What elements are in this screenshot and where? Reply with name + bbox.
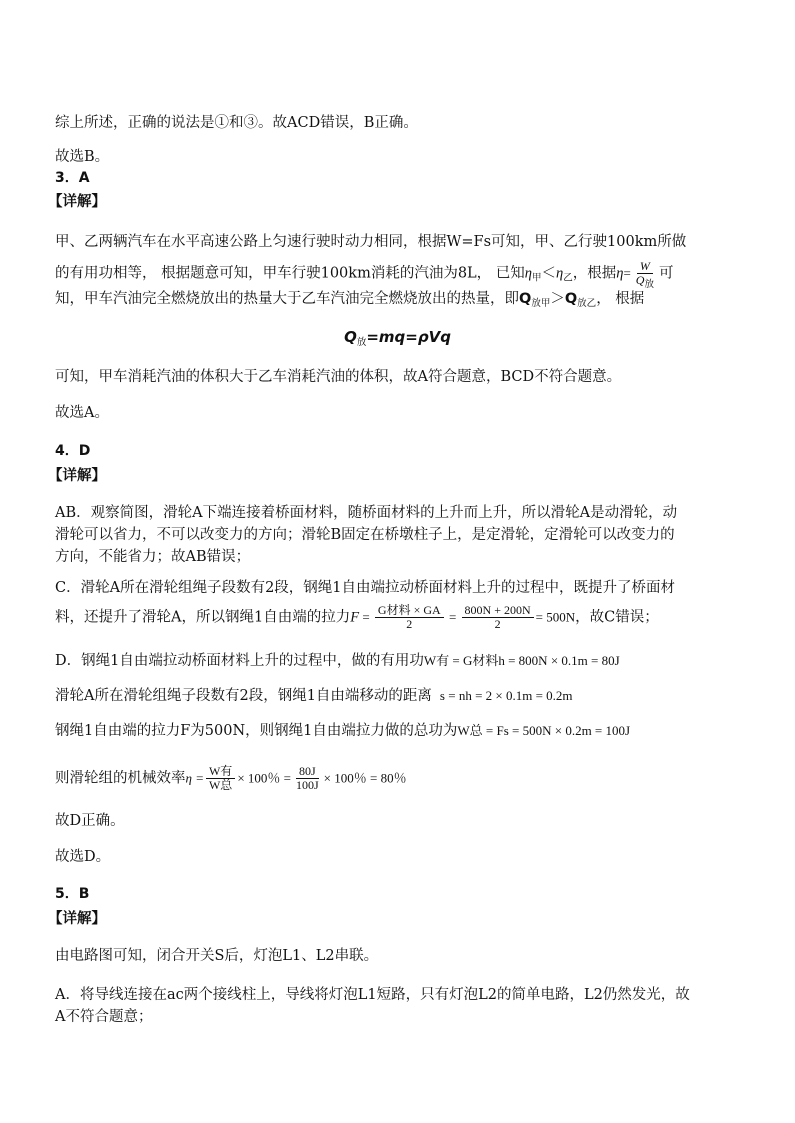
efficiency-fraction-2-den: 100J: [295, 778, 319, 792]
efficiency-eta: η =: [185, 770, 204, 786]
question-4-detail-label: 【详解】: [48, 467, 106, 484]
heat-formula: [0, 328, 795, 346]
distance-formula: s = nh = 2 × 0.1m = 0.2m: [439, 688, 573, 703]
sub-jia: 甲: [532, 272, 542, 284]
q4-d4-text: 则滑轮组的机械效率: [55, 770, 186, 787]
question-4-number: 4．D: [55, 443, 91, 459]
summary-text: 综上所述，正确的说法是①和③。故ACD错误，B正确。: [55, 115, 418, 131]
q4-d-correct: 故D正确。: [55, 813, 125, 829]
question-5-detail-label: 【详解】: [48, 910, 106, 927]
q3-p2-text: 的有用功相等， 根据题意可知，甲车行驶100km消耗的汽油为8L， 已知: [55, 265, 525, 282]
q4-ab-line-1: AB．观察简图，滑轮A下端连接着桥面材料，随桥面材料的上升而上升，所以滑轮A是动滑轮，动: [55, 505, 678, 521]
lt-sign: ＜: [541, 265, 557, 282]
force-result: = 500N: [535, 609, 576, 625]
formula-q: Q: [344, 328, 357, 346]
q4-d2-text: 滑轮A所在滑轮组绳子段数有2段，钢绳1自由端移动的距离: [55, 688, 432, 704]
q3-paragraph-2: [55, 259, 674, 290]
efficiency-fraction-2: [293, 765, 322, 792]
q3-p3-text: 知，甲车汽油完全燃烧放出的热量大于乙车汽油完全燃烧放出的热量，即: [55, 291, 519, 307]
formula-rest: =mq=ρVq: [366, 328, 451, 346]
q4-d-line-1: [55, 651, 620, 671]
equals-sign: =: [623, 265, 631, 281]
q4-d3-text: 钢绳1自由端的拉力F为500N，则钢绳1自由端拉力做的总功为: [55, 723, 458, 739]
efficiency-fraction-1-num: W有: [206, 765, 235, 779]
q4-ab-line-2: 滑轮可以省力，不可以改变力的方向；滑轮B固定在桥墩柱子上，是定滑轮，定滑轮可以改变力的: [55, 527, 675, 543]
force-fraction-2-num: 800N + 200N: [462, 604, 534, 618]
q-sub-yi: 放乙: [577, 298, 597, 309]
q5-a-line-1: A．将导线连接在ac两个接线柱上，导线将灯泡L1短路，只有灯泡L2的简单电路，L2仍然发光，故: [55, 987, 690, 1003]
eta-symbol-3: η: [616, 265, 624, 282]
force-fraction-1-den: 2: [406, 617, 413, 631]
force-fraction-1-num: G材料 × GA: [375, 604, 444, 618]
q3-ke: 可: [658, 265, 674, 282]
efficiency-fraction: [633, 259, 657, 290]
efficiency-fraction-1-den: W总: [208, 778, 233, 792]
q5-a-line-2: A不符合题意；: [55, 1009, 153, 1025]
q4-c-line-2: 料，还提升了滑轮A，所以钢绳1自由端的拉力F = $\frac{\text{G材料 × GA}}{2}$ = $\frac{800N + 200N}{2}$ = 500N，故C错误；: [55, 603, 659, 631]
useful-work-formula: W有 = G材料h = 800N × 0.1m = 80J: [423, 653, 620, 668]
efficiency-result: × 100％ = 80％: [323, 770, 407, 786]
q5-paragraph-1: 由电路图可知，闭合开关S后，灯泡L1、L2串联。: [55, 948, 379, 964]
answer-choice-b: 故选B。: [55, 149, 110, 165]
question-3-detail-label: 【详解】: [48, 193, 106, 210]
q3-paragraph-1: 甲、乙两辆汽车在水平高速公路上匀速行驶时动力相同，根据W=Fs可知，甲、乙行驶100km所做: [55, 234, 687, 250]
q4-c-line-1: C．滑轮A所在滑轮组绳子段数有2段，钢绳1自由端拉动桥面材料上升的过程中，既提升了桥面材: [55, 580, 676, 596]
q3-paragraph-4: 可知，甲车消耗汽油的体积大于乙车消耗汽油的体积，故A符合题意，BCD不符合题意。: [55, 369, 622, 385]
q-symbol: Q: [519, 291, 532, 307]
force-fraction-2: [462, 604, 534, 631]
q4-d-line-2: [55, 686, 573, 706]
force-fraction-1: [375, 604, 444, 631]
fraction-denominator: Q: [635, 273, 645, 287]
eta-symbol: η: [524, 265, 532, 282]
q3-paragraph-3: [55, 289, 644, 309]
question-3-number: 3．A: [55, 170, 90, 186]
efficiency-fraction-2-num: 80J: [296, 765, 319, 779]
sub-yi: 乙: [563, 272, 573, 284]
gt-sign: ＞: [550, 291, 565, 307]
total-work-formula: W总 = Fs = 500N × 0.2m = 100J: [457, 723, 631, 738]
force-fraction-2-den: 2: [494, 617, 501, 631]
q-symbol-2: Q: [564, 291, 578, 307]
question-5-number: 5．B: [55, 886, 90, 902]
q4-ab-line-3: 方向，不能省力；故AB错误；: [55, 549, 251, 565]
fraction-denominator-sub: 放: [644, 280, 654, 290]
q4-c2-end: ，故C错误；: [575, 609, 659, 626]
eta-symbol-2: η: [556, 265, 564, 282]
formula-sub: 放: [356, 337, 367, 348]
q4-d1-text: D．钢绳1自由端拉动桥面材料上升的过程中，做的有用功: [55, 653, 424, 669]
fraction-numerator: W: [639, 259, 650, 273]
q-sub-jia: 放甲: [531, 298, 551, 309]
q4-c2-text: 料，还提升了滑轮A，所以钢绳1自由端的拉力: [55, 609, 351, 626]
force-symbol: F: [350, 609, 360, 626]
q4-d-line-4: [55, 765, 407, 792]
efficiency-mid: × 100％ =: [237, 770, 291, 786]
answer-choice-a: 故选A。: [55, 405, 109, 421]
answer-choice-d: 故选D。: [55, 849, 111, 865]
q3-p3-end: ， 根据: [596, 291, 645, 307]
q3-genju: ，根据: [572, 265, 617, 282]
efficiency-fraction-1: [206, 765, 235, 792]
q4-d-line-3: [55, 721, 630, 741]
